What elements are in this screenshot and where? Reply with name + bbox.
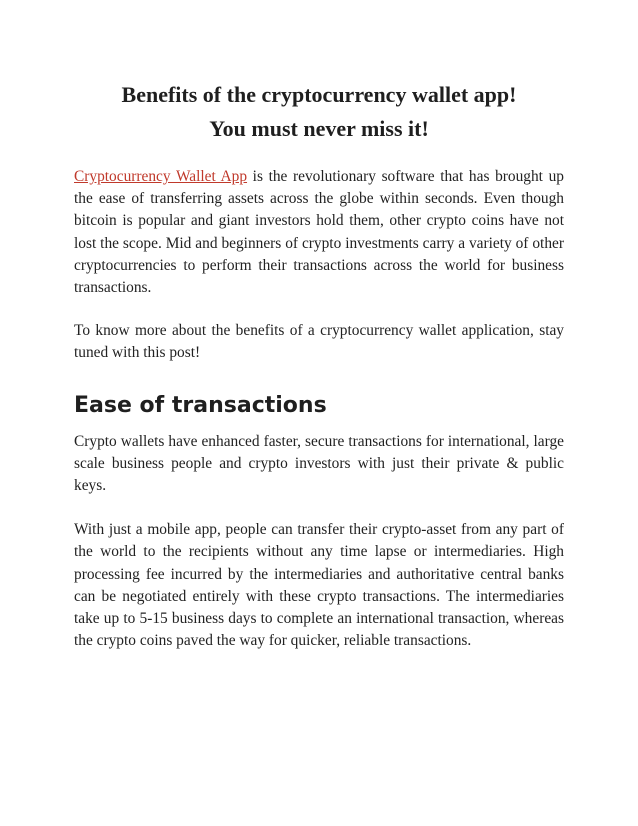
intro-text: is the revolutionary software that has brought up the ease of transferring assets across the globe within seconds. Even though bitcoin is popular and giant investors hold them, other crypto coins have not lost the scope. Mid and beginners of crypto investments carry a variety of other cryptocurrencies to perform their transactions across the world for business transactions.: [74, 168, 564, 297]
title-line-2: You must never miss it!: [209, 116, 429, 141]
intro-paragraph: [74, 166, 564, 299]
page-title: [74, 78, 564, 146]
crypto-wallet-app-link[interactable]: Cryptocurrency Wallet App: [74, 168, 248, 185]
document-page: [74, 78, 564, 652]
section-heading-ease-of-transactions: Ease of transactions: [74, 392, 327, 418]
section-paragraph-2: With just a mobile app, people can transfer their crypto-asset from any part of the world to the recipients without any time lapse or intermediaries. High processing fee incurred by the intermediaries and authoritative central banks can be negotiated entirely with these crypto transactions. The intermediaries take up to 5-15 business days to complete an international transaction, whereas the crypto coins paved the way for quicker, reliable transactions.: [74, 521, 564, 650]
stay-tuned-paragraph: To know more about the benefits of a cryptocurrency wallet application, stay tuned with this post!: [74, 322, 564, 362]
section-paragraph-1: Crypto wallets have enhanced faster, secure transactions for international, large scale business people and crypto investors with just their private & public keys.: [74, 432, 564, 495]
title-line-1: Benefits of the cryptocurrency wallet app!: [121, 82, 517, 107]
